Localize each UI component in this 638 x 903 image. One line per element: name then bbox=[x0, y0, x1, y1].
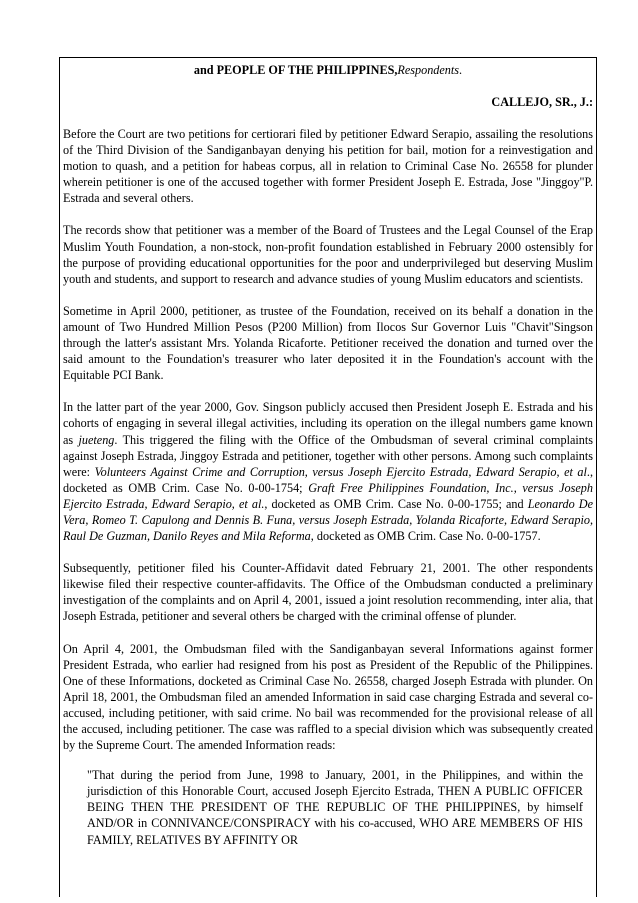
p4-case-vacc: Volunteers Against Crime and Corruption, versus Joseph Ejercito Estrada, Edward Serapio, et al bbox=[94, 464, 587, 479]
p4-text-g: , docketed as OMB Crim. Case No. 0-00-1755; and bbox=[264, 496, 528, 511]
p4-text-a: In the latter part of the year 2000, Gov. Singson publicly accused then President Joseph E. Estrada and his cohorts of engaging in several illegal activities, including its operation on the illegal numbers game known as bbox=[63, 400, 593, 447]
p4-text-e: ., docketed as OMB Crim. Case No. 0-00-1754; bbox=[63, 464, 593, 495]
respondents-label: Respondents bbox=[397, 63, 460, 77]
paragraph-1: Before the Court are two petitions for certiorari filed by petitioner Edward Serapio, assailing the resolutions of the Third Division of the Sandiganbayan denying his petition for bail, motion for a reinvestigation and motion to quash, and a petition for habeas corpus, all in relation to Criminal Case No. 26558 for plunder wherein petitioner is one of the accused together with former President Joseph E. Estrada, Jose "Jinggoy"P. Estrada and several others. bbox=[63, 127, 593, 206]
p4-text-i: , docketed as OMB Crim. Case No. 0-00-1757. bbox=[310, 529, 541, 544]
parties-text: and PEOPLE OF THE PHILIPPINES, bbox=[193, 63, 398, 77]
p4-jueteng: jueteng bbox=[78, 432, 115, 447]
p4-case-de-vera: Leonardo De Vera, Romeo T. Capulong and Dennis B. Funa, versus Joseph Estrada, Yolanda Ricaforte, Edward Serapio, Raul De Guzman, Danilo Reyes and Mila Reforma bbox=[63, 496, 593, 544]
parties-period: . bbox=[459, 63, 463, 77]
p4-text-c: . This triggered the filing with the Office of the Ombudsman of several criminal complaints against Joseph Estrada, Jinggoy Estrada and petitioner, together with other persons. Among such complaints were: bbox=[63, 432, 593, 479]
information-quote: "That during the period from June, 1998 to January, 2001, in the Philippines, and within the jurisdiction of this Honorable Court, accused Joseph Ejercito Estrada, THEN A PUBLIC OFFICER BEING THEN THE PRESIDENT OF THE REPUBLIC OF THE PHILIPPINES, by himself AND/OR in CONNIVANCE/CONSPIRACY with his co-accused, WHO ARE MEMBERS OF HIS FAMILY, RELATIVES BY AFFINITY OR bbox=[87, 768, 583, 847]
paragraph-4 bbox=[63, 399, 593, 544]
document-frame bbox=[59, 57, 597, 897]
paragraph-3: Sometime in April 2000, petitioner, as trustee of the Foundation, received on its behalf a donation in the amount of Two Hundred Million Pesos (P200 Million) from Ilocos Sur Governor Luis "Chavit"Singson through the latter's assistant Mrs. Yolanda Ricaforte. Petitioner received the donation and turned over the said amount to the Foundation's treasurer who later deposited it in the Foundation's account with the Equitable PCI Bank. bbox=[63, 303, 593, 383]
paragraph-2: The records show that petitioner was a member of the Board of Trustees and the Legal Counsel of the Erap Muslim Youth Foundation, a non-stock, non-profit foundation established in February 2000 ostensibly for the purpose of providing educational opportunities for the poor and underprivileged but deserving Muslim youth and students, and support to research and advance studies of young Muslim educators and scientists. bbox=[63, 223, 593, 286]
case-parties-line bbox=[63, 62, 593, 78]
paragraph-6: On April 4, 2001, the Ombudsman filed with the Sandiganbayan several Informations against former President Estrada, who earlier had resigned from his post as President of the Republic of the Philippines. One of these Informations, docketed as Criminal Case No. 26558, charged Joseph Estrada with plunder. On April 18, 2001, the Ombudsman filed an amended Information in said case charging Estrada and several co-accused, including petitioner, with said crime. No bail was recommended for the provisional release of all the accused, including petitioner. The case was raffled to a special division which was subsequently created by the Supreme Court. The amended Information reads: bbox=[63, 641, 593, 753]
ponente: CALLEJO, SR., J.: bbox=[491, 95, 593, 109]
p4-case-graft-free: Graft Free Philippines Foundation, Inc., versus Joseph Ejercito Estrada, Edward Serapio, et al. bbox=[63, 480, 593, 511]
paragraph-5: Subsequently, petitioner filed his Counter-Affidavit dated February 21, 2001. The other respondents likewise filed their respective counter-affidavits. The Office of the Ombudsman conducted a preliminary investigation of the complaints and on April 4, 2001, issued a joint resolution recommending, inter alia, that Joseph Estrada, petitioner and several others be charged with the criminal offense of plunder. bbox=[63, 561, 593, 624]
